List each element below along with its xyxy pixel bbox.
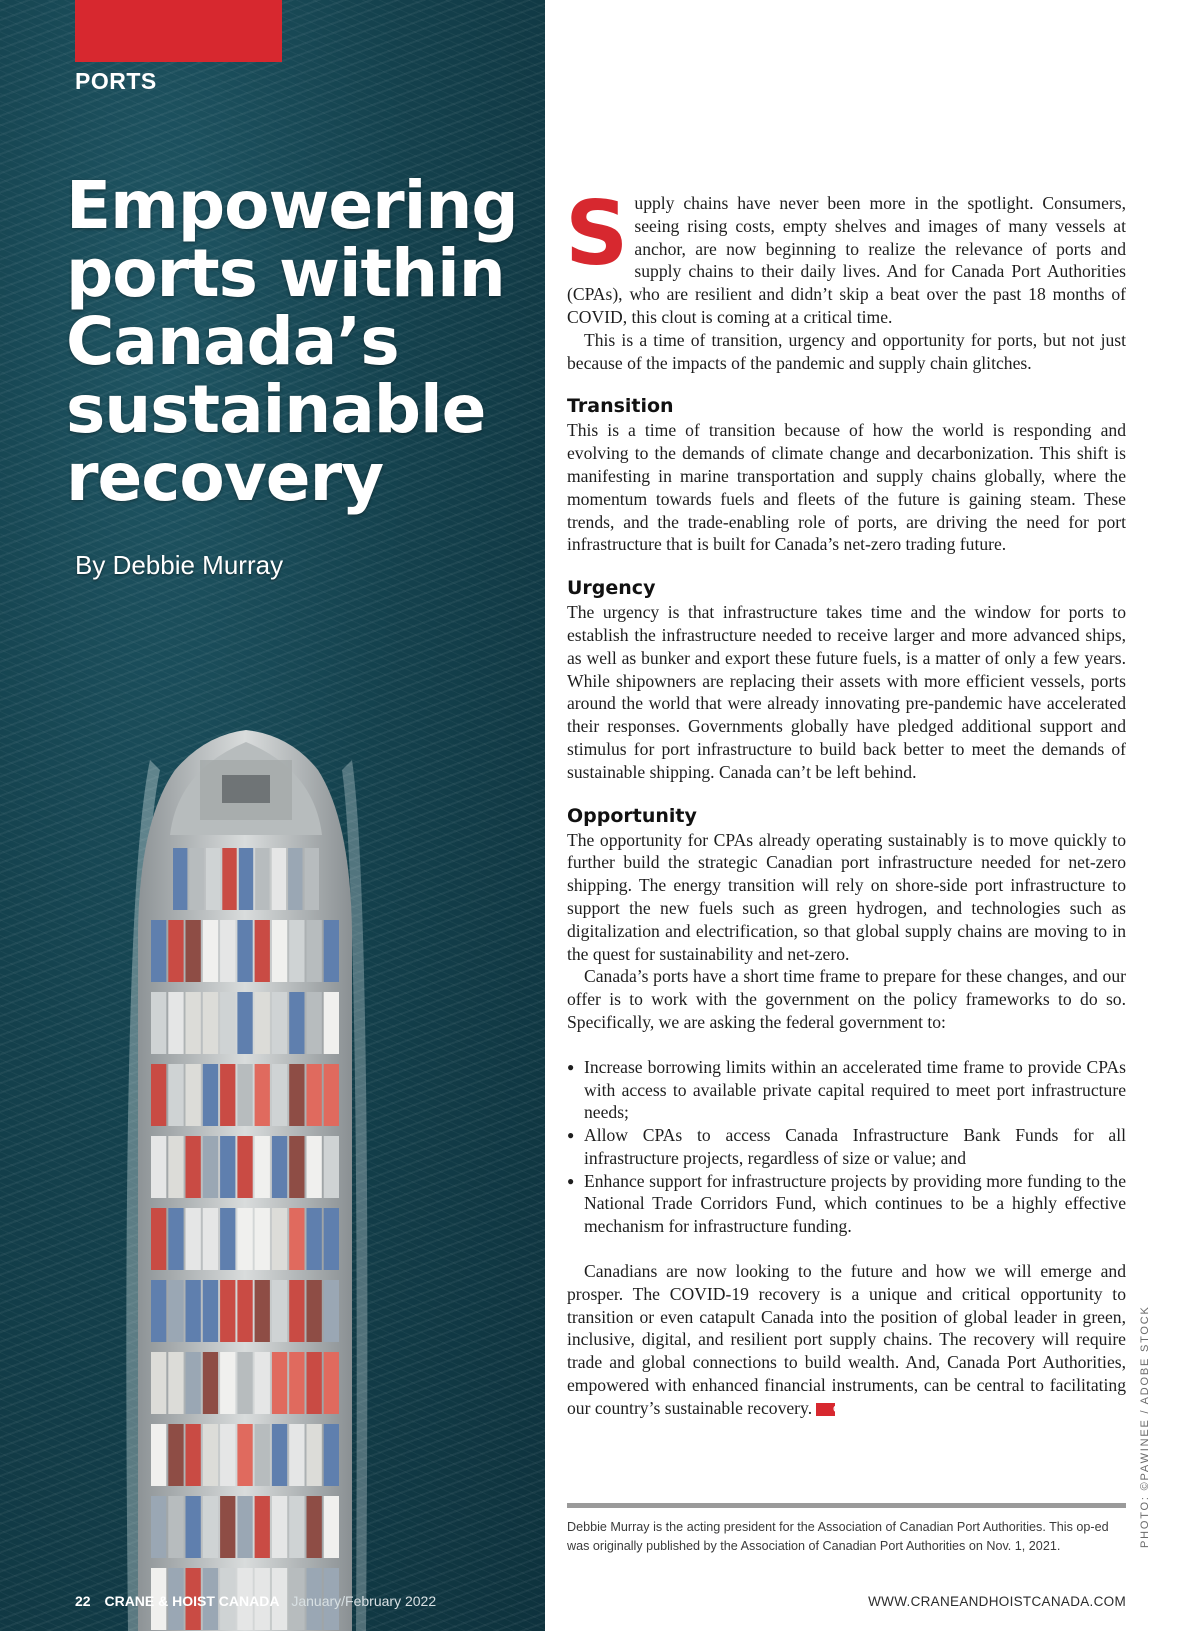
article-body [565, 182, 1126, 1420]
section-color-block [75, 0, 282, 62]
byline: By Debbie Murray [75, 550, 284, 580]
intro-paragraph [565, 182, 1126, 329]
author-bio: Debbie Murray is the acting president for the Association of Canadian Port Authorities. This op-ed was originally published by the Association of Canadian Port Authorities on Nov. 1, 2021. [567, 1520, 1109, 1553]
intro-text: upply chains have never been more in the spotlight. Consumers, seeing rising costs, empty shelves and images of many vessels at anchor, are now beginning to realize the relevance of ports and supply chains to their daily lives. And for Canada Port Authorities (CPAs), who are resilient and didn’t skip a beat over the past 18 months of COVID, this clout is coming at a critical time. [567, 193, 1126, 327]
section-label: PORTS [75, 68, 157, 94]
transition-paragraph: This is a time of transition because of how the world is responding and evolving to the demands of climate change and decarbonization. This shift is manifesting in marine transportation and supply chains globally, where the momentum towards fuels and fleets of the future is gaining steam. These trends, and the trade-enabling role of ports, are driving the need for port infrastructure that is built for Canada’s net-zero trading future. [567, 420, 1126, 555]
closing-paragraph [567, 1260, 1126, 1420]
footer-left [75, 1593, 436, 1609]
policy-asks-list [567, 1056, 1126, 1238]
cover-photo-panel [0, 0, 545, 1631]
bio-divider [567, 1503, 1126, 1508]
drop-cap: S [565, 182, 629, 285]
opportunity-heading: Opportunity [567, 804, 697, 827]
page-number: 22 [75, 1593, 91, 1609]
opportunity-paragraph-2: Canada’s ports have a short time frame to prepare for these changes, and our offer is to work with the government on the policy frameworks to do so. Specifically, we are asking the federal government to: [567, 966, 1126, 1032]
headline: Empowering ports within Canada’s sustainable recovery [66, 167, 518, 516]
issue-date: January/February 2022 [291, 1593, 437, 1609]
list-item: ● Allow CPAs to access Canada Infrastructure Bank Funds for all infrastructure projects, regardless of size or value; and [567, 1124, 1126, 1170]
photo-credit: PHOTO: ©PAWINEE / ADOBE STOCK [1139, 1305, 1151, 1548]
transition-heading: Transition [567, 395, 674, 418]
website-url: WWW.CRANEANDHOISTCANADA.COM [868, 1594, 1126, 1609]
list-item: ● Enhance support for infrastructure projects by providing more funding to the National Trade Corridors Fund, which continues to be a highly effective mechanism for infrastructure funding. [567, 1170, 1126, 1238]
opportunity-paragraph: The opportunity for CPAs already operating sustainably is to move quickly to further build the strategic Canadian port infrastructure needed for net-zero shipping. The energy transition will rely on shore-side port infrastructure to support the new fuels such as green hydrogen, and technologies such as digitalization and electrification, so that global supply chains are moving to in the quest for sustainability and net-zero. [567, 829, 1126, 964]
intro-paragraph-2: This is a time of transition, urgency and opportunity for ports, but not just because of the impacts of the pandemic and supply chain glitches. [567, 329, 1126, 373]
urgency-paragraph: The urgency is that infrastructure takes time and the window for ports to establish the infrastructure needed to receive larger and more advanced ships, as well as bunker and export these future fuels, is a matter of only a few years. While shipowners are replacing their assets with more efficient vessels, ports around the world that were already innovating pre-pandemic have accelerated their responses. Governments globally have pledged additional support and stimulus for port infrastructure to build back better to meet the demands of sustainable shipping. Canada can’t be left behind. [567, 602, 1126, 782]
urgency-heading: Urgency [567, 577, 656, 600]
magazine-name: CRANE & HOIST CANADA [104, 1593, 280, 1609]
closing-text: Canadians are now looking to the future and how we will emerge and prosper. The COVID-19 recovery is a unique and critical opportunity to transition or even catapult Canada into the position of global leader in green, inclusive, digital, and resilient port supply chains. The recovery will require trade and global connections to build wealth. And, Canada Port Authorities, empowered with enhanced financial instruments, can be central to facilitating our country’s sustainable recovery. [567, 1261, 1126, 1418]
list-item: ● Increase borrowing limits within an accelerated time frame to provide CPAs with access to available private capital required to meet port infrastructure needs; [567, 1056, 1126, 1124]
end-mark-icon: CH [816, 1403, 835, 1416]
